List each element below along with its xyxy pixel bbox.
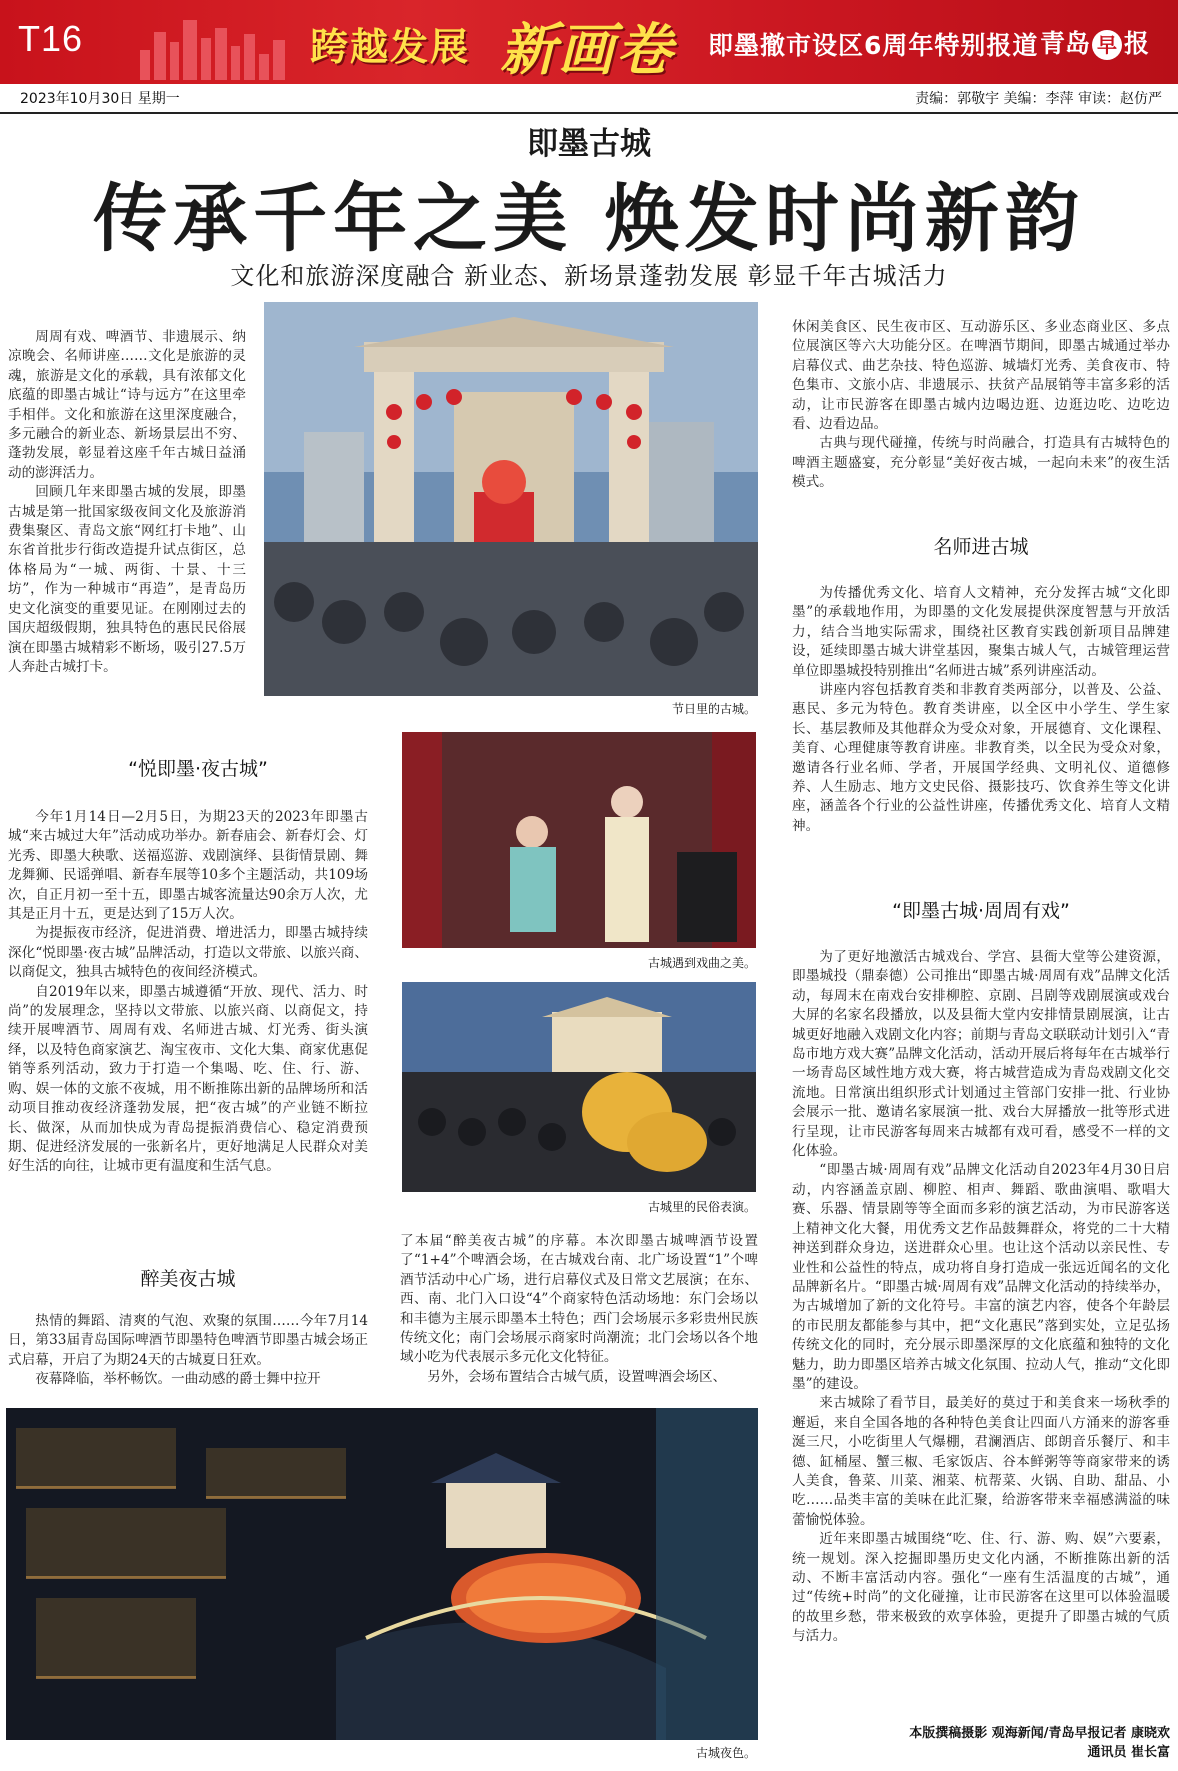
paragraph: 来古城除了看节目，最美好的莫过于和美食来一场秋季的邂逅，来自全国各地的各种特色美食让四面八方涌来的游客垂涎三尺，小吃街里人气爆棚，君澜酒店、郎朗音乐餐厅、和丰德、缸桶屋、蟹三椒、毛家饭店、谷本鲜粥等等商家带来的诱人美食，鲁菜、川菜、湘菜、杭帮菜、火锅、自助、甜品、小吃……品类丰富的美味在此汇聚，给游客带来幸福感满溢的味蕾愉悦体验。 (792, 1395, 1170, 1528)
night-city-illustration (6, 1408, 758, 1740)
dateline: 2023年10月30日 星期一 (20, 91, 180, 107)
logo-text-b: 报 (1124, 29, 1150, 58)
headline: 传承千年之美 焕发时尚新韵 (93, 176, 1085, 262)
photo-caption: 古城遇到戏曲之美。 (647, 956, 756, 970)
section2-text (8, 1312, 368, 1390)
deck: 文化和旅游深度融合 新业态、新场景蓬勃发展 彰显千年古城活力 (230, 262, 948, 290)
col3-top-text (792, 318, 1170, 493)
paragraph: 讲座内容包括教育类和非教育类两部分，以普及、公益、惠民、多元为特色。教育类讲座，以全区中小学生、学生家长、基层教师及其他群众为受众对象，开展德育、文化课程、美育、心理健康等教育讲座。非教育类，以全民为受众对象，邀请各行业名师、学者，开展国学经典、文明礼仪、道德修养、人生励志、地方文史民俗、摄影技巧、饮食养生等文化讲座，涵盖各个行业的公益性讲座，传播优秀文化、培育人文精神。 (792, 682, 1170, 834)
paragraph: 为提振夜市经济，促进消费、增进活力，即墨古城持续深化“悦即墨·夜古城”品牌活动，打造以文带旅、以旅兴商、以商促文，独具古城特色的夜间经济模式。 (8, 925, 368, 981)
paragraph: 夜幕降临，举杯畅饮。一曲动感的爵士舞中拉开 (35, 1371, 321, 1388)
paragraph: 休闲美食区、民生夜市区、互动游乐区、多业态商业区、多点位展演区等六大功能分区。在啤酒节期间，即墨古城通过举办启幕仪式、曲艺杂技、特色巡游、城墙灯光秀、美食夜市、特色集市、文旅小店、非遗展示、扶贫产品展销等丰富多彩的活动，让市民游客在即墨古城内边喝边逛、边逛边吃、边吃边看、边看边品。 (792, 319, 1170, 433)
banner-title-a: 跨越发展 (310, 25, 471, 69)
byline (792, 1724, 1170, 1762)
lion-dance-illustration (402, 982, 756, 1192)
paragraph: 回顾几年来即墨古城的发展，即墨古城是第一批国家级夜间文化及旅游消费集聚区、青岛文旅“网红打卡地”、山东省首批步行街改造提升试点街区，总体格局为“一城、两街、十景、十三坊”，作为一种城市“再造”，是青岛历史文化演变的重要见证。在刚刚过去的国庆超级假期，独具特色的惠民民俗展演在即墨古城精彩不断场，吸引27.5万人奔赴古城打卡。 (8, 484, 246, 675)
opera-illustration (402, 732, 756, 948)
newspaper-logo (1040, 24, 1149, 60)
paragraph: 自2019年以来，即墨古城遵循“开放、现代、活力、时尚”的发展理念，坚持以文带旅、以旅兴商、以商促文，持续开展啤酒节、周周有戏、名师进古城、灯光秀、街头演绎，以及特色商家演艺、淘宝夜市、文化大集、商家优惠促销等系列活动，致力于打造一个集喝、吃、住、行、游、购、娱一体的文旅不夜城，用不断推陈出新的品牌场所和活动项目推动夜经济蓬勃发展，把“夜古城”的产业链不断拉长、做深，从而加快成为青岛提振消费信心、稳定消费预期、促进经济发展的一张新名片，更好地满足人民群众对美好生活的向往，让城市更有温度和生活气息。 (8, 983, 368, 1175)
paragraph: 周周有戏、啤酒节、非遗展示、纳凉晚会、名师讲座……文化是旅游的灵魂，旅游是文化的承载，具有浓郁文化底蕴的即墨古城让“诗与远方”在这里牵手相伴。文化和旅游在这里深度融合，多元融合的新业态、新场景层出不穷、蓬勃发展，彰显着这座千年古城日益涌动的澎湃活力。 (8, 329, 246, 481)
photo-night-city (6, 1408, 758, 1740)
photo-festival-gate (264, 302, 758, 696)
editors-credit: 责编：郭敬宇 美编：李萍 审读：赵仿严 (915, 91, 1162, 107)
gate-illustration (264, 302, 758, 696)
banner-subtitle: 即墨撤市设区6周年特别报道 (708, 31, 1039, 60)
photo-caption: 节日里的古城。 (671, 702, 756, 716)
kicker: 即墨古城 (527, 126, 651, 162)
paragraph: 今年1月14日—2月5日，为期23天的2023年即墨古城“来古城过大年”活动成功举办。新春庙会、新春灯会、灯光秀、即墨大秧歌、送福巡游、戏剧演绎、县街情景剧、舞龙舞狮、民谣弹唱、新春车展等10多个主题活动，共109场次，自正月初一至十五，即墨古城客流量达90余万人次，尤其是正月十五，更是达到了15万人次。 (8, 809, 368, 923)
section-title: “悦即墨·夜古城” (128, 758, 268, 780)
section-title: 名师进古城 (933, 536, 1029, 558)
section3-text (792, 584, 1170, 836)
section2-continued-text (400, 1232, 758, 1387)
byline-line: 通讯员 崔长富 (1087, 1745, 1170, 1760)
paragraph: 另外，会场布置结合古城气质，设置啤酒会场区、 (427, 1368, 727, 1385)
paragraph: 热情的舞蹈、清爽的气泡、欢聚的氛围……今年7月14日，第33届青岛国际啤酒节即墨特色啤酒节即墨古城会场正式启幕，开启了为期24天的古城夏日狂欢。 (8, 1313, 368, 1368)
logo-text-a: 青岛 (1040, 29, 1091, 58)
byline-line: 本版撰稿摄影 观海新闻/青岛早报记者 康晓欢 (909, 1726, 1170, 1741)
section1-text (8, 808, 368, 1177)
section-title: “即墨古城·周周有戏” (892, 900, 1070, 922)
photo-opera (402, 732, 756, 948)
paragraph: 古典与现代碰撞，传统与时尚融合，打造具有古城特色的啤酒主题盛宴，充分彰显“美好夜古城，一起向未来”的夜生活模式。 (792, 435, 1170, 491)
photo-caption: 古城里的民俗表演。 (647, 1200, 756, 1214)
paragraph: “即墨古城·周周有戏”品牌文化活动自2023年4月30日启动，内容涵盖京剧、柳腔、相声、舞蹈、歌曲演唱、歌唱大赛、乐器、情景剧等等全面而多彩的演艺活动，为市民游客送上精神文化大餐，用优秀文艺作品鼓舞群众，将党的二十大精神送到群众身边，送进群众心里。也让这个活动以亲民性、专业性和公益性的特点，成功将自身打造成一张远近闻名的文化品牌新名片。“即墨古城·周周有戏”品牌文化活动的持续举办，为古城增加了新的文化符号。丰富的演艺内容，使各个年龄层的市民朋友都能参与其中，把“文化惠民”落到实处，立足弘扬传统文化的同时，充分展示即墨深厚的文化底蕴和独特的文化魅力，助力即墨区培养古城文化氛围、拉动人气，推动“文化即墨”的建设。 (792, 1162, 1170, 1392)
header-rule (0, 112, 1178, 114)
paragraph: 了本届“醉美夜古城”的序幕。本次即墨古城啤酒节设置了“1+4”个啤酒会场，在古城戏台南、北广场设置“1”个啤酒节活动中心广场，进行启幕仪式及日常文艺展演；在东、西、南、北门入口设“4”个商家特色活动场地：东门会场以和丰德为主展示即墨本土特色；西门会场展示多彩贵州民族传统文化；南门会场展示商家时尚潮流；北门会场以各个地域小吃为代表展示多元化文化特征。 (400, 1233, 758, 1366)
skyline-illustration (130, 10, 300, 80)
intro-text (8, 328, 246, 677)
section-title: 醉美夜古城 (140, 1268, 236, 1290)
section4-text (792, 948, 1170, 1647)
paragraph: 近年来即墨古城围绕“吃、住、行、游、购、娱”六要素，统一规划。深入挖掘即墨历史文化内涵，不断推陈出新的活动、不断丰富活动内容。强化“一座有生活温度的古城”，通过“传统+时尚”的文化碰撞，让市民游客在这里可以体验温暖的故里乡愁，带来极致的欢享体验，更提升了即墨古城的气质与活力。 (792, 1531, 1170, 1645)
logo-circle: 早 (1092, 30, 1122, 60)
photo-caption: 古城夜色。 (695, 1746, 756, 1760)
paragraph: 为传播优秀文化、培育人文精神，充分发挥古城“文化即墨”的承载地作用，为即墨的文化发展提供深度智慧与开放活力，结合当地实际需求，围绕社区教育实践创新项目品牌建设，延续即墨古城大讲堂基因，聚集古城人气，古城管理运营单位即墨城投特别推出“名师进古城”系列讲座活动。 (792, 585, 1170, 679)
banner-title-b: 新画卷 (500, 17, 674, 83)
photo-lion-dance (402, 982, 756, 1192)
page-number: T16 (18, 18, 84, 59)
masthead-banner (0, 0, 1178, 84)
paragraph: 为了更好地激活古城戏台、学宫、县衙大堂等公建资源，即墨城投（鼎泰德）公司推出“即墨古城·周周有戏”品牌文化活动，每周末在南戏台安排柳腔、京剧、吕剧等戏剧展演或戏台大屏的名家名段播放，以及县衙大堂内安排情景剧展演，让古城更好地融入戏剧文化内容；前期与青岛文联联动计划引入“青岛市地方戏大赛”品牌文化活动，活动开展后将每年在古城举行一场青岛区域性地方戏大赛，将古城营造成为青岛戏剧文化交流地。日常演出组织形式计划通过主管部门安排一批、行业协会展示一批、邀请名家展演一批、戏台大屏播放一批等形式进行呈现，让市民游客每周来古城都有戏可看，感受不一样的文化体验。 (792, 949, 1170, 1160)
